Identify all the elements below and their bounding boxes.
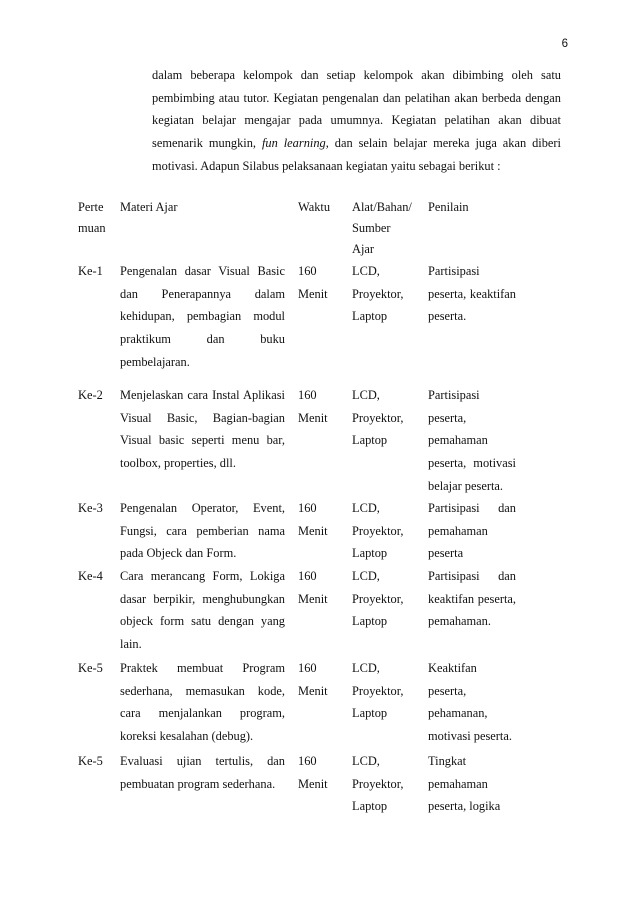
page-number: 6	[561, 38, 568, 50]
cell-waktu-line: 160	[298, 569, 317, 583]
cell-materi: Pengenalan Operator, Event, Fungsi, cara pemberian nama pada Objeck dan Form.	[120, 501, 285, 561]
cell-waktu	[298, 260, 347, 384]
cell-pertemuan: Ke-5	[78, 754, 103, 768]
table-row	[78, 565, 568, 657]
cell-waktu-line: 160	[298, 501, 317, 515]
cell-waktu-line: Menit	[298, 591, 328, 606]
cell-alat	[352, 497, 424, 565]
table-row	[78, 750, 568, 820]
cell-alat-line: Laptop	[352, 546, 388, 561]
cell-alat-line: Proyektor,	[352, 776, 404, 791]
syllabus-table	[78, 197, 568, 820]
cell-materi: Praktek membuat Program sederhana, memasukan kode, cara menjalankan program, koreksi kesalahan (debug).	[120, 661, 285, 744]
cell-alat-line: Laptop	[352, 614, 388, 629]
cell-waktu	[298, 750, 347, 820]
cell-alat	[352, 657, 424, 750]
cell-pertemuan: Ke-5	[78, 661, 103, 675]
cell-alat-line: LCD,	[352, 569, 380, 583]
header-alat-line: Alat/Bahan/	[352, 200, 412, 214]
cell-alat-line: Laptop	[352, 706, 388, 721]
cell-penilaian: Keaktifan peserta, pehamanan, motivasi peserta.	[428, 661, 512, 744]
cell-alat-line: LCD,	[352, 661, 380, 675]
intro-emphasis: fun learning	[261, 136, 326, 151]
header-alat	[352, 197, 424, 260]
cell-alat-line: LCD,	[352, 754, 380, 768]
cell-alat-line: Proyektor,	[352, 410, 404, 425]
cell-alat-line: LCD,	[352, 501, 380, 515]
cell-penilaian: Tingkat pemahaman peserta, logika	[428, 754, 501, 814]
cell-alat-line: Proyektor,	[352, 591, 404, 606]
header-materi: Materi Ajar	[120, 200, 178, 214]
cell-pertemuan: Ke-1	[78, 264, 103, 278]
table-row	[78, 497, 568, 565]
cell-waktu-line: Menit	[298, 410, 328, 425]
intro-text-after: , dan selain belajar mereka juga akan diberi motivasi. Adapun Silabus pelaksanaan kegiatan yaitu sebagai berikut :	[152, 136, 561, 173]
cell-materi: Cara merancang Form, Lokiga dasar berpikir, menghubungkan objeck form satu dengan yang lain.	[120, 569, 285, 652]
cell-alat	[352, 750, 424, 820]
cell-penilaian: Partisipasi peserta, keaktifan peserta.	[428, 264, 516, 324]
cell-waktu-line: Menit	[298, 286, 328, 301]
cell-penilaian: Partisipasi dan pemahaman peserta	[428, 501, 516, 561]
cell-waktu-line: Menit	[298, 776, 328, 791]
cell-materi: Evaluasi ujian tertulis, dan pembuatan program sederhana.	[120, 754, 285, 791]
cell-alat-line: Proyektor,	[352, 286, 404, 301]
cell-alat	[352, 384, 424, 497]
cell-alat-line: Proyektor,	[352, 683, 404, 698]
header-pertemuan-line: Perte	[78, 200, 104, 214]
cell-alat-line: Laptop	[352, 309, 388, 324]
cell-alat-line: Laptop	[352, 799, 388, 814]
cell-alat-line: Laptop	[352, 433, 388, 448]
cell-waktu-line: Menit	[298, 683, 328, 698]
intro-paragraph	[152, 64, 561, 178]
cell-waktu	[298, 657, 347, 750]
table-row	[78, 384, 568, 497]
header-pertemuan	[78, 197, 120, 260]
cell-alat-line: Proyektor,	[352, 523, 404, 538]
cell-waktu-line: 160	[298, 388, 317, 402]
cell-materi: Menjelaskan cara Instal Aplikasi Visual Basic, Bagian-bagian Visual basic seperti menu bar, toolbox, properties, dll.	[120, 388, 285, 471]
intro-text-before: dalam beberapa kelompok dan setiap kelompok akan dibimbing oleh satu pembimbing atau tutor. Kegiatan pengenalan dan pelatihan akan berbeda dengan kegiatan belajar mengajar pada umumnya. Kegiatan pelatihan akan dibuat semenarik mungkin,	[152, 68, 561, 151]
cell-alat-line: LCD,	[352, 264, 380, 278]
table-row	[78, 657, 568, 750]
cell-pertemuan: Ke-3	[78, 501, 103, 515]
cell-waktu-line: 160	[298, 264, 317, 278]
cell-waktu-line: 160	[298, 754, 317, 768]
header-alat-line: Sumber	[352, 221, 391, 235]
cell-waktu	[298, 565, 347, 657]
cell-materi: Pengenalan dasar Visual Basic dan Penerapannya dalam kehidupan, pembagian modul praktikum dan buku pembelajaran.	[120, 264, 285, 369]
table-header-row	[78, 197, 568, 260]
table-body	[78, 260, 568, 820]
header-alat-line: Ajar	[352, 242, 375, 256]
intro-text	[152, 64, 561, 178]
header-pertemuan-line: muan	[78, 221, 106, 235]
cell-pertemuan: Ke-4	[78, 569, 103, 583]
header-waktu: Waktu	[298, 200, 331, 214]
header-penilaian: Penilain	[428, 200, 469, 214]
table-row	[78, 260, 568, 384]
cell-penilaian: Partisipasi peserta, pemahaman peserta, motivasi belajar peserta.	[428, 388, 516, 493]
cell-alat	[352, 565, 424, 657]
cell-alat-line: LCD,	[352, 388, 380, 402]
cell-pertemuan: Ke-2	[78, 388, 103, 402]
cell-waktu-line: 160	[298, 661, 317, 675]
cell-alat	[352, 260, 424, 384]
cell-waktu-line: Menit	[298, 523, 328, 538]
cell-penilaian: Partisipasi dan keaktifan peserta, pemahaman.	[428, 569, 516, 629]
cell-waktu	[298, 497, 347, 565]
cell-waktu	[298, 384, 347, 497]
